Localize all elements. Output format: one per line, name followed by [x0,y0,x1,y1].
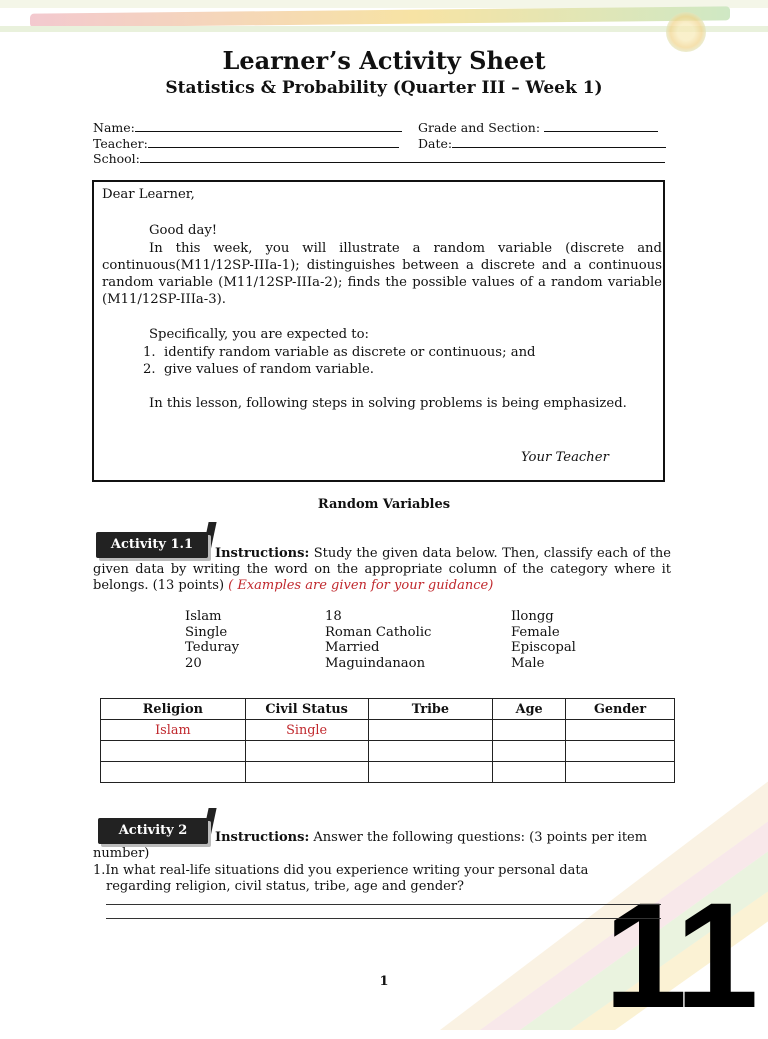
table-cell[interactable] [368,720,493,741]
activity-1-instructions [93,546,671,594]
name-label: Name: [93,120,135,135]
activity-1-instr-text: Study the given data below. Then, classify each of the given data by writing the word on the appropriate column of the category where it belongs. (13 points) [93,546,671,593]
header-civil-status: Civil Status [245,699,368,720]
table-cell[interactable] [101,741,246,762]
table-header-row [101,699,675,720]
table-row [101,720,675,741]
answer-line[interactable] [106,904,661,905]
table-cell[interactable] [101,762,246,783]
word-column-1 [185,609,239,671]
teacher-field [93,135,399,151]
letter-good-day: Good day! [149,223,218,238]
item-1-text: identify random variable as discrete or continuous; and [163,345,536,360]
table-cell[interactable] [566,741,675,762]
activity-2-badge: Activity 2 [98,818,208,844]
letter-item-1 [143,344,536,361]
letter-signoff: Your Teacher [521,450,609,465]
item-2-number: 2. [143,362,156,377]
top-gradient-stripe [30,6,730,27]
header-tribe: Tribe [368,699,493,720]
grade-section-blank[interactable] [544,119,658,132]
table-cell[interactable]: Islam [101,720,246,741]
activity-1-example-note: ( Examples are given for your guidance) [228,578,494,593]
school-field [93,150,665,166]
table-cell[interactable] [245,762,368,783]
word-item: Teduray [185,640,240,655]
page-subtitle: Statistics & Probability (Quarter III – Week 1) [165,78,603,98]
page-number: 1 [379,974,389,989]
word-item: Single [185,624,228,640]
word-item: 20 [185,655,202,671]
header-gender: Gender [566,699,675,720]
date-field [418,135,666,151]
word-item: Female [511,624,560,640]
letter-greeting: Dear Learner, [102,187,195,202]
word-item: Ilongg [511,609,554,624]
word-column-3 [511,609,576,671]
word-item: Married [325,640,380,655]
table-cell[interactable] [566,720,675,741]
name-blank[interactable] [135,119,402,132]
activity-2-instr-label: Instructions: [215,830,310,845]
school-label: School: [93,151,140,166]
letter-paragraph-1: In this week, you will illustrate a random variable (discrete and continuous(M11/12SP-IIIa-1); distinguishes between a discrete and a continuous random variable (M11/12SP-IIIa-2); finds the possible values of a random variable (M11/12SP-IIIa-3). [102,241,662,307]
letter-expected: Specifically, you are expected to: [149,327,369,342]
activity-1-badge: Activity 1.1 [96,532,208,558]
grade-section-field [418,119,658,135]
word-item: 18 [325,609,342,624]
table-cell[interactable] [493,762,566,783]
letter-item-2 [143,361,374,378]
table-cell[interactable] [368,741,493,762]
item-1-number: 1. [143,345,156,360]
question-1: 1.In what real-life situations did you experience writing your personal data [93,863,589,878]
name-field [93,119,402,135]
table-cell[interactable] [493,720,566,741]
table-cell[interactable] [245,741,368,762]
activity-2-instr-text: Answer the following questions: (3 points per item number) [93,830,648,861]
top-stripe-light [0,26,768,32]
table-cell[interactable] [493,741,566,762]
item-2-text: give values of random variable. [163,362,374,377]
table-cell[interactable] [368,762,493,783]
date-label: Date: [418,136,453,151]
table-cell[interactable]: Single [245,720,368,741]
grade-11-mark: 11 [604,871,755,1039]
header-religion: Religion [101,699,246,720]
word-item: Maguindanaon [325,655,426,671]
classification-table [100,698,675,783]
table-row [101,741,675,762]
teacher-label: Teacher: [93,136,148,151]
question-1-continued: regarding religion, civil status, tribe, age and gender? [106,879,465,894]
letter-paragraph-2: In this lesson, following steps in solving problems is being emphasized. [149,396,627,411]
header-age: Age [493,699,566,720]
table-cell[interactable] [566,762,675,783]
date-blank[interactable] [452,135,666,148]
word-item: Episcopal [511,640,576,655]
word-item: Islam [185,609,222,624]
teacher-blank[interactable] [148,135,399,148]
grade-section-label: Grade and Section: [418,120,541,135]
word-column-2 [325,609,431,671]
answer-line[interactable] [106,918,661,919]
table-row [101,762,675,783]
page-title: Learner’s Activity Sheet [222,46,546,75]
word-item: Roman Catholic [325,624,432,640]
letter-box [92,180,665,482]
activity-2-instructions [93,830,671,862]
school-blank[interactable] [140,150,665,163]
activity-1-instr-label: Instructions: [215,546,310,561]
word-item: Male [511,655,545,671]
section-title: Random Variables [317,497,451,512]
